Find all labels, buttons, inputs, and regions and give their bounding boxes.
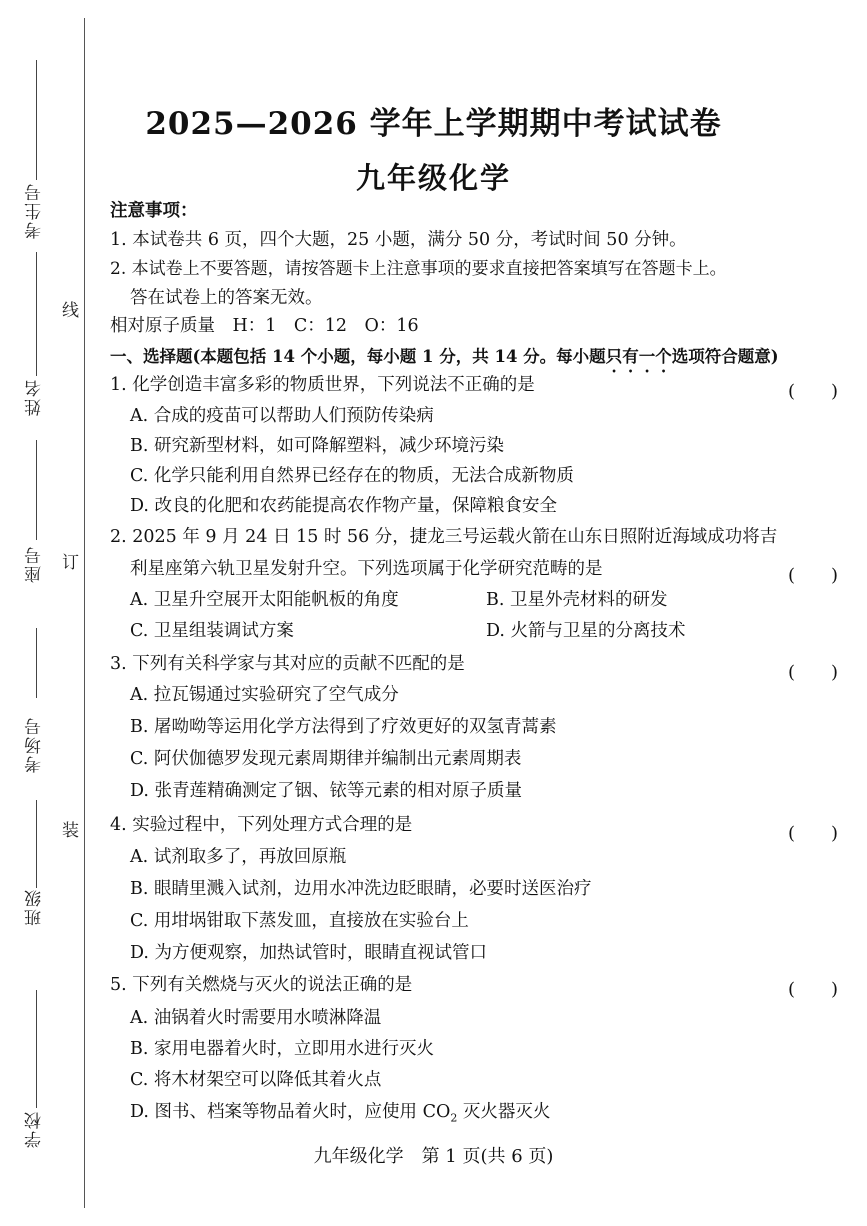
- school-blank: [36, 990, 37, 1108]
- q1-option-c: C. 化学只能利用自然界已经存在的物质，无法合成新物质: [130, 466, 574, 486]
- name-blank: [36, 252, 37, 376]
- page-footer: 九年级化学 第 1 页(共 6 页): [313, 1146, 554, 1167]
- q1-option-a: A. 合成的疫苗可以帮助人们预防传染病: [130, 406, 434, 426]
- q4-stem: 4. 实验过程中，下列处理方式合理的是: [110, 815, 413, 835]
- q2-option-a: A. 卫星升空展开太阳能帆板的角度: [130, 590, 399, 610]
- atomic-mass-line: 相对原子质量 H：1 C：12 O：16: [110, 316, 419, 336]
- binding-word-zhuang: 装: [62, 821, 79, 841]
- q1-option-d: D. 改良的化肥和农药能提高农作物产量，保障粮食安全: [130, 496, 558, 516]
- q5-option-d: [130, 1104, 550, 1124]
- q5-option-b: B. 家用电器着火时，立即用水进行灭火: [130, 1039, 434, 1059]
- q1-stem: 1. 化学创造丰富多彩的物质世界，下列说法不正确的是: [110, 375, 535, 395]
- section-1-heading-tail: 选项符合题意): [671, 347, 779, 366]
- q3-option-d: D. 张青莲精确测定了铟、铱等元素的相对原子质量: [130, 781, 523, 801]
- q3-answer-paren: ( ): [788, 662, 839, 683]
- q1-option-b: B. 研究新型材料，如可降解塑料，减少环境污染: [130, 436, 504, 456]
- binding-word-xian: 线: [62, 301, 79, 321]
- section-1-heading: [110, 347, 779, 376]
- notes-item-2-cont: 答在试卷上的答案无效。: [130, 288, 323, 308]
- q4-option-c: C. 用坩埚钳取下蒸发皿，直接放在实验台上: [130, 911, 469, 931]
- q4-answer-paren: ( ): [788, 823, 839, 844]
- q4-option-d: D. 为方便观察，加热试管时，眼睛直视试管口: [130, 943, 488, 963]
- exam-subtitle: 九年级化学: [355, 161, 511, 195]
- q5-option-d-text: D. 图书、档案等物品着火时，应使用 CO: [130, 1102, 451, 1122]
- q2-option-c: C. 卫星组装调试方案: [130, 621, 294, 641]
- exam-title: 2025—2026 学年上学期期中考试试卷: [145, 106, 722, 142]
- q5-option-d-subscript: 2: [450, 1111, 458, 1125]
- section-1-heading-main: 一、选择题(本题包括 14 个小题，每小题 1 分，共 14 分。每小题: [110, 347, 606, 366]
- q4-option-b: B. 眼睛里溅入试剂，边用水冲洗边眨眼睛，必要时送医治疗: [130, 879, 592, 899]
- q2-stem-cont: 利星座第六轨卫星发射升空。下列选项属于化学研究范畴的是: [130, 559, 603, 579]
- notes-heading: 注意事项：: [110, 201, 198, 221]
- q4-option-a: A. 试剂取多了，再放回原瓶: [130, 847, 347, 867]
- q5-option-d-tail: 灭火器灭火: [457, 1102, 551, 1122]
- name-label: 姓名: [25, 378, 45, 416]
- q5-answer-paren: ( ): [788, 979, 839, 1000]
- class-blank: [36, 800, 37, 888]
- q5-option-a: A. 油锅着火时需要用水喷淋降温: [130, 1008, 382, 1028]
- q5-option-c: C. 将木材架空可以降低其着火点: [130, 1070, 382, 1090]
- q3-stem: 3. 下列有关科学家与其对应的贡献不匹配的是: [110, 654, 465, 674]
- room-blank: [36, 628, 37, 698]
- room-label: 考场号: [25, 716, 45, 773]
- seat-blank: [36, 440, 37, 540]
- q3-option-c: C. 阿伏伽德罗发现元素周期律并编制出元素周期表: [130, 749, 522, 769]
- q2-stem: 2. 2025 年 9 月 24 日 15 时 56 分，捷龙三号运载火箭在山东日照附近海域成功将吉: [110, 527, 778, 547]
- section-1-heading-emphasis: 只有一个: [605, 347, 672, 366]
- q2-option-d: D. 火箭与卫星的分离技术: [486, 621, 686, 641]
- class-label: 班级: [25, 888, 45, 926]
- q2-option-b: B. 卫星外壳材料的研发: [486, 590, 668, 610]
- exam-id-label: 考生号: [25, 182, 45, 239]
- q1-answer-paren: ( ): [788, 381, 839, 402]
- q3-option-b: B. 屠呦呦等运用化学方法得到了疗效更好的双氢青蒿素: [130, 717, 557, 737]
- binding-word-ding: 订: [62, 553, 79, 573]
- notes-item-1: 1. 本试卷共 6 页，四个大题，25 小题，满分 50 分，考试时间 50 分钟。: [110, 230, 687, 250]
- seat-label: 座号: [25, 545, 45, 583]
- q3-option-a: A. 拉瓦锡通过实验研究了空气成分: [130, 685, 399, 705]
- q2-answer-paren: ( ): [788, 565, 839, 586]
- notes-item-2: 2. 本试卷上不要答题，请按答题卡上注意事项的要求直接把答案填写在答题卡上。: [110, 259, 727, 279]
- school-label: 学校: [25, 1110, 45, 1148]
- q5-stem: 5. 下列有关燃烧与灭火的说法正确的是: [110, 975, 413, 995]
